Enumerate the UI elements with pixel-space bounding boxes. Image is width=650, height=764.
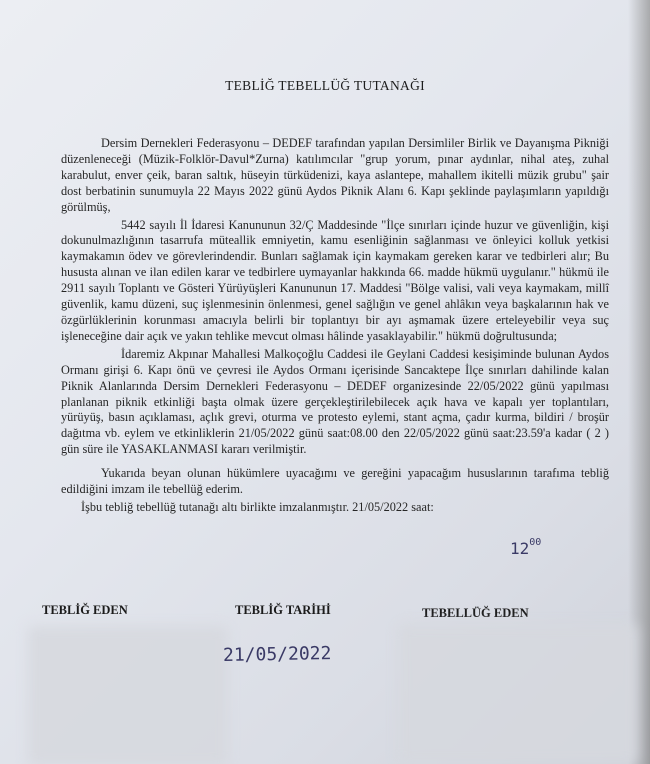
closing-line-text: İşbu tebliğ tebellüğ tutanağı altı birlikte imzalanmıştır. 21/05/2022 saat:	[81, 499, 434, 514]
redacted-signature-left	[28, 626, 228, 764]
handwritten-time	[510, 537, 541, 558]
paragraph-decision: İdaremiz Akpınar Mahallesi Malkoçoğlu Caddesi ile Geylani Caddesi kesişiminde bulunan Aydos Ormanı girişi 6. Kapı önü ve çevresi ile Aydos Ormanı içerisinde Sancaktepe İlçe sınırları dahilinde kalan Piknik Alanlarında Dersim Dernekleri Federasyonu – DEDEF organizesinde 22/05/2022 günü yapılması planlanan piknik etkinliği başta olmak üzere gerçekleştirilebilecek açık hava ve kapalı yer toplantıları, yürüyüş, basın açıklaması, açlık grevi, oturma ve protesto eylemi, stant açma, çadır kurma, bildiri / broşür dağıtma vb. eylem ve etkinliklerin 21/05/2022 günü saat:08.00 den 22/05/2022 günü saat:23.59'a kadar ( 2 ) gün süre ile YASAKLANMASI kararı verilmiştir.	[61, 346, 609, 457]
label-teblig-eden: TEBLİĞ EDEN	[42, 603, 128, 617]
label-teblig-tarihi: TEBLİĞ TARİHİ	[235, 603, 331, 617]
paragraph-intro: Dersim Dernekleri Federasyonu – DEDEF tarafından yapılan Dersimliler Birlik ve Dayanışma Pikniği düzenleneceği (Müzik-Folklör-Davul*Zurna) katılımcılar "grup yorum, pınar aydınlar, nihal ateş, zuhal karabulut, enver çeik, baran saltık, hüseyin türküdenizi, kaya aslantepe, mahallem ikitelli müzik grubu" şair dost berbatinin sunumuyla 22 Mayıs 2022 günü Aydos Piknik Alanı 6. Kapı şeklinde paylaşımların yapıldığı görülmüş,	[61, 136, 609, 214]
paragraph-law: 5442 sayılı İl İdaresi Kanununun 32/Ç Maddesinde "İlçe sınırları içinde huzur ve güvenliğin, kişi dokunulmazlığının tasarrufa müteallik emniyetin, kamu esenliğinin sağlanması ve önleyici kolluk yetkisi kaymakamın ödev ve görevlerindendir. Bunları sağlamak için kaymakam gereken karar ve tedbirleri alır; Bu hususta alınan ve ilan edilen karar ve tedbirlere uymayanlar hakkında 66. madde hükmü uygulanır." hükmü ile 2911 sayılı Toplantı ve Gösteri Yürüyüşleri Kanununun 17. Maddesi "Bölge valisi, vali veya kaymakam, millî güvenlik, kamu düzeni, suç işlenmesinin önlenmesi, genel sağlığın ve genel ahlâkın veya başkalarının hak ve özgürlüklerinin korunması amacıyla belirli bir toplantıyı bir ayı aşmamak üzere erteleyebilir veya suç işleneceğine dair açık ve yakın tehlike mevcut olması hâlinde yasaklayabilir." hükmü doğrultusunda;	[61, 217, 609, 343]
redacted-signature-right	[398, 624, 638, 764]
signature-labels-row	[0, 603, 650, 623]
handwritten-time-hour: 12	[510, 539, 530, 558]
closing-line	[61, 500, 609, 516]
document-title: TEBLİĞ TEBELLÜĞ TUTANAĞI	[225, 78, 425, 93]
paragraph-acknowledgement: Yukarıda beyan olunan hükümlere uyacağımı ve gereğini yapacağım hususlarının tarafıma tebliğ edildiğini imzam ile tebellüğ ederim.	[61, 466, 609, 497]
label-tebelluq-eden: TEBELLÜĞ EDEN	[422, 606, 529, 620]
document-body	[61, 136, 609, 518]
handwritten-date: 21/05/2022	[222, 643, 332, 666]
handwritten-time-minutes: 00	[529, 537, 542, 548]
